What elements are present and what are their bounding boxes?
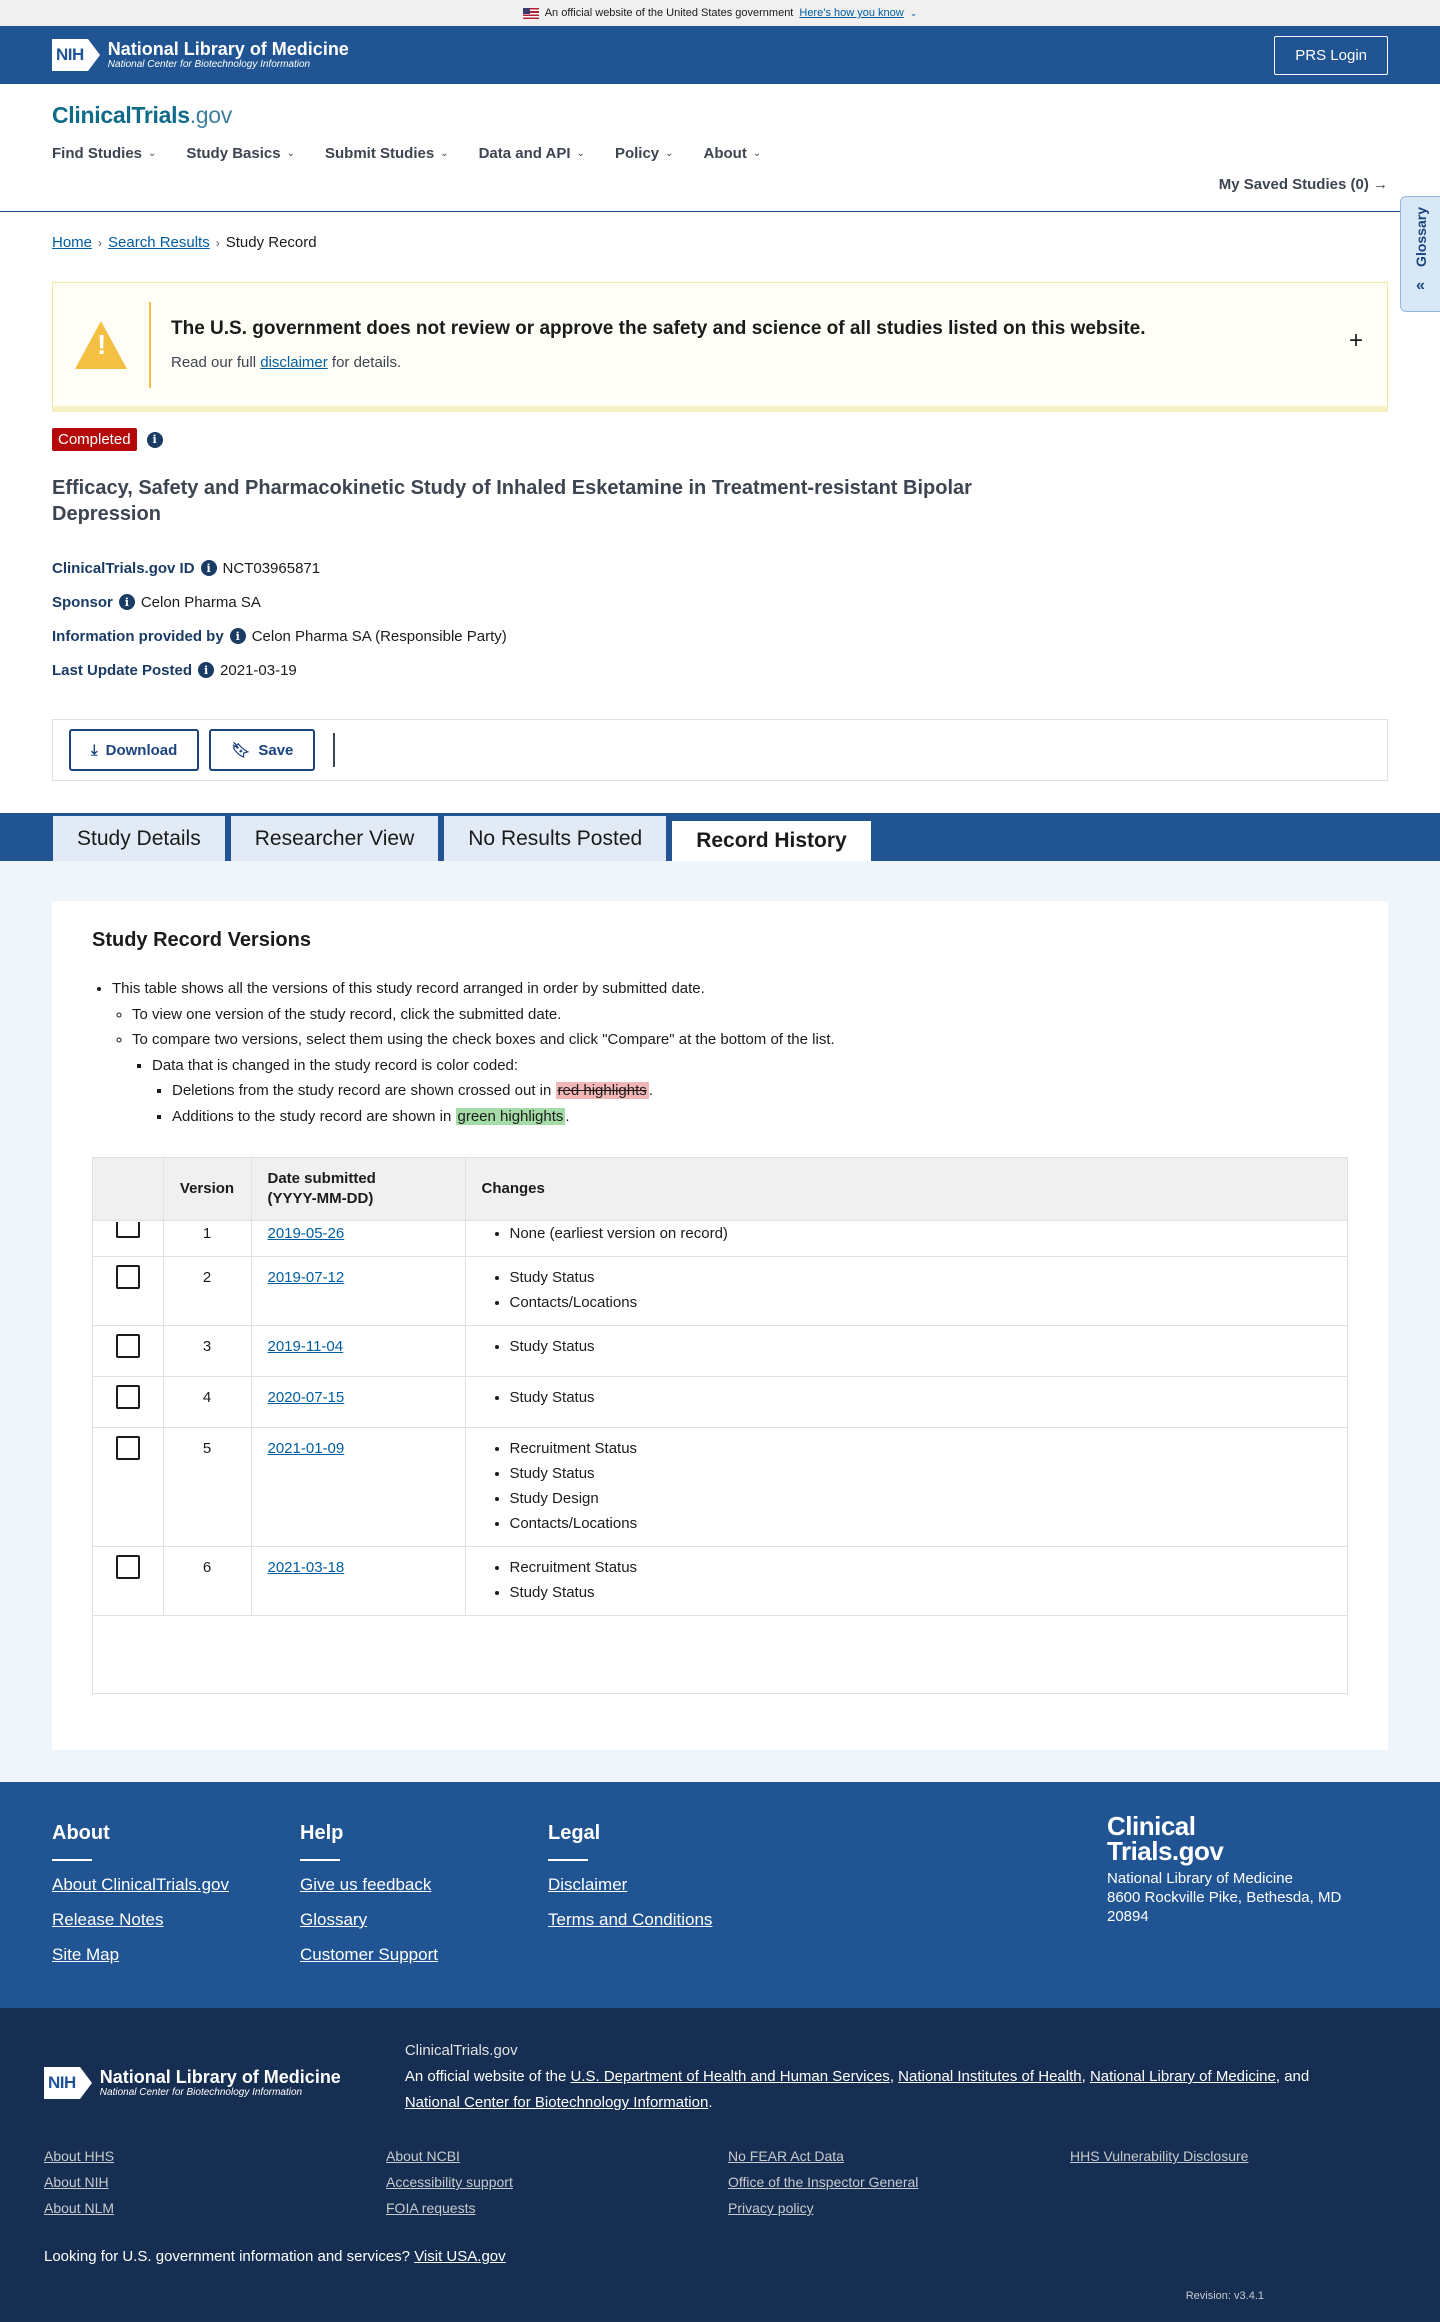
footer-nlm-logo[interactable] xyxy=(44,2050,341,2116)
link-foia[interactable]: FOIA requests xyxy=(386,2200,476,2216)
meta-label: Last Update Posted xyxy=(52,661,193,679)
info-icon[interactable]: i xyxy=(201,560,217,576)
compare-area xyxy=(93,1615,1347,1693)
link-about-nlm[interactable]: About NLM xyxy=(44,2200,115,2216)
site-header xyxy=(0,84,1440,212)
nlm-title: National Library of Medicine xyxy=(107,38,349,59)
note-text: To view one version of the study record, click the submitted date. xyxy=(132,1005,562,1023)
date-cell xyxy=(251,1325,465,1376)
download-icon: ⤓ xyxy=(91,741,98,759)
chevron-down-icon: ⌄ xyxy=(665,148,674,159)
col-checkbox-header xyxy=(93,1158,163,1220)
nih-badge-icon xyxy=(44,2067,92,2099)
nih-logo[interactable] xyxy=(52,39,349,71)
version-checkbox[interactable] xyxy=(116,1436,140,1460)
footer-help-title: Help xyxy=(300,1822,344,1844)
change-item: • Study Status xyxy=(510,1385,1332,1410)
link-no-fear-act[interactable]: No FEAR Act Data xyxy=(728,2148,844,2164)
footer-link-terms[interactable]: Terms and Conditions xyxy=(548,1910,713,1929)
changes-cell xyxy=(465,1376,1347,1427)
link-nlm[interactable]: National Library of Medicine xyxy=(1089,2068,1276,2085)
version-cell: 2 xyxy=(163,1256,251,1325)
footer-link-disclaimer[interactable]: Disclaimer xyxy=(548,1875,628,1894)
history-notes: • This table shows all the versions of this study record arranged in order by submitted date. ◦ To view one version of the study record, click the submitted date. ◦ To compare two versions, select them using the check boxes and click "Compare" at the bottom of the list. ▪ Data that is changed in the study record is color coded: ▪ Deletions from the study record are shown crossed out in red highlights . ▪ Additions to the study record are shown in green highlights . xyxy=(92,976,1348,1129)
footer-link-site-map[interactable]: Site Map xyxy=(52,1945,120,1964)
change-item: • Study Status xyxy=(510,1580,1332,1605)
version-date-link[interactable]: 2020-07-15 xyxy=(267,1388,345,1406)
version-date-link[interactable]: 2021-01-09 xyxy=(267,1439,345,1457)
info-icon[interactable]: i xyxy=(147,432,163,448)
note-text: Additions to the study record are shown in xyxy=(172,1107,452,1125)
version-cell: 1 xyxy=(163,1220,251,1256)
footer-ct-logo[interactable] xyxy=(1107,1811,1347,1866)
change-item: • None (earliest version on record) xyxy=(510,1221,1332,1246)
link-accessibility[interactable]: Accessibility support xyxy=(386,2174,513,2190)
disclaimer-title: The U.S. government does not review or approve the safety and science of all studies listed on this website. xyxy=(171,318,1146,339)
main-nav xyxy=(52,145,1388,162)
col-date-format: (YYYY-MM-DD) xyxy=(267,1189,374,1207)
footer-link-feedback[interactable]: Give us feedback xyxy=(300,1875,432,1894)
revision-text: Revision: v3.4.1 xyxy=(1185,2290,1264,2302)
visit-usa-link[interactable]: Visit USA.gov xyxy=(414,2248,506,2265)
meta-label: Information provided by xyxy=(52,627,224,645)
nlm-title: National Library of Medicine xyxy=(99,2066,341,2087)
history-title: Study Record Versions xyxy=(92,929,311,951)
meta-updated-row xyxy=(52,653,1388,687)
table-row xyxy=(93,1376,1347,1427)
download-button[interactable] xyxy=(69,729,199,771)
col-date-label: Date submitted xyxy=(267,1170,376,1188)
version-checkbox[interactable] xyxy=(116,1555,140,1579)
disclaimer-post: for details. xyxy=(331,354,402,371)
clinicaltrials-logo[interactable] xyxy=(52,84,1388,129)
gov-banner-text: An official website of the United States government xyxy=(544,7,794,19)
link-hhs[interactable]: U.S. Department of Health and Human Services xyxy=(570,2068,890,2085)
record-history-section xyxy=(0,861,1440,1782)
logo-gov-text: .gov xyxy=(189,102,232,128)
checkbox-cell xyxy=(93,1427,163,1546)
tab-record-history[interactable]: Record History xyxy=(671,817,872,861)
version-cell: 5 xyxy=(163,1427,251,1546)
nih-badge-text: NIH xyxy=(44,2067,80,2099)
changes-cell xyxy=(465,1427,1347,1546)
double-chevron-left-icon: « xyxy=(1416,276,1425,294)
change-item: • Contacts/Locations xyxy=(510,1511,1332,1536)
footer-addr-line1: National Library of Medicine xyxy=(1107,1870,1293,1888)
footer-site-name: ClinicalTrials.gov xyxy=(404,2042,518,2059)
nav-policy[interactable] xyxy=(615,145,674,162)
link-privacy[interactable]: Privacy policy xyxy=(728,2200,814,2216)
change-item: • Recruitment Status xyxy=(510,1436,1332,1461)
chevron-down-icon: ⌄ xyxy=(752,148,762,159)
link-about-ncbi[interactable]: About NCBI xyxy=(386,2148,460,2164)
disclaimer-link[interactable]: disclaimer xyxy=(260,354,328,371)
note-text: Data that is changed in the study record is color coded: xyxy=(152,1056,519,1074)
provided-by-value: Celon Pharma SA (Responsible Party) xyxy=(251,627,507,645)
nav-submit-studies[interactable] xyxy=(325,145,449,162)
version-checkbox[interactable] xyxy=(116,1222,140,1238)
meta-provided-row xyxy=(52,619,1388,653)
change-item: • Study Status xyxy=(510,1265,1332,1290)
date-cell xyxy=(251,1220,465,1256)
divider xyxy=(333,733,335,767)
change-item: • Study Status xyxy=(510,1334,1332,1359)
ncbi-subtitle: National Center for Biotechnology Information xyxy=(99,2087,303,2099)
col-version-header: Version xyxy=(163,1158,251,1220)
chevron-down-icon: ⌄ xyxy=(440,148,449,159)
arrow-right-icon: → xyxy=(1373,176,1388,193)
gov-banner xyxy=(0,0,1440,26)
footer-logo-line1: Clinical xyxy=(1107,1811,1196,1841)
link-hhs-vulnerability[interactable]: HHS Vulnerability Disclosure xyxy=(1070,2148,1249,2164)
date-cell xyxy=(251,1427,465,1546)
change-item: • Study Status xyxy=(510,1461,1332,1486)
actions-bar xyxy=(52,719,1388,781)
checkbox-cell xyxy=(93,1256,163,1325)
footer-help xyxy=(300,1822,548,2008)
checkbox-cell xyxy=(93,1546,163,1615)
nih-badge-text: NIH xyxy=(52,39,88,71)
saved-studies-label: My Saved Studies (0) xyxy=(1218,176,1369,193)
nav-label: Find Studies xyxy=(52,145,142,162)
footer-legal-title: Legal xyxy=(548,1822,601,1844)
version-checkbox[interactable] xyxy=(116,1334,140,1358)
footer-about xyxy=(52,1822,300,2008)
nav-label: Submit Studies xyxy=(325,145,435,162)
change-item: • Contacts/Locations xyxy=(510,1290,1332,1315)
note-text: To compare two versions, select them using the check boxes and click "Compare" at the bottom of the list. xyxy=(132,1031,835,1048)
date-cell xyxy=(251,1546,465,1615)
nav-find-studies[interactable] xyxy=(52,145,156,162)
version-date-link[interactable]: 2021-03-18 xyxy=(267,1558,345,1576)
chevron-down-icon: ⌄ xyxy=(909,7,918,18)
meta-sponsor-row xyxy=(52,585,1388,619)
table-row xyxy=(93,1427,1347,1546)
changes-cell xyxy=(465,1256,1347,1325)
nav-label: Data and API xyxy=(478,145,571,162)
tab-no-results-posted[interactable]: No Results Posted xyxy=(443,815,667,861)
breadcrumb-search-results[interactable]: Search Results xyxy=(108,234,210,251)
versions-table xyxy=(92,1157,1348,1694)
link-about-hhs[interactable]: About HHS xyxy=(44,2148,115,2164)
disclaimer-alert xyxy=(52,282,1388,412)
nav-label: Study Basics xyxy=(186,145,281,162)
footer-logo-line2: Trials.gov xyxy=(1107,1835,1224,1866)
warning-icon: ! xyxy=(75,321,127,369)
footer-addr-line2: 8600 Rockville Pike, Bethesda, MD 20894 xyxy=(1107,1889,1342,1926)
breadcrumb-home[interactable]: Home xyxy=(52,234,93,251)
info-icon[interactable]: i xyxy=(119,594,135,610)
version-cell: 3 xyxy=(163,1325,251,1376)
tab-researcher-view[interactable]: Researcher View xyxy=(230,815,440,861)
link-inspector-general[interactable]: Office of the Inspector General xyxy=(728,2174,919,2190)
green-highlight-sample: green highlights xyxy=(457,1107,564,1125)
nih-header xyxy=(0,26,1440,84)
date-cell xyxy=(251,1256,465,1325)
meta-label: Sponsor xyxy=(52,593,113,611)
nav-data-and-api[interactable] xyxy=(479,145,585,162)
note-text: Deletions from the study record are shown crossed out in xyxy=(172,1082,552,1099)
footer-link-release-notes[interactable]: Release Notes xyxy=(52,1910,164,1929)
footer-usa xyxy=(44,2248,1396,2265)
table-row xyxy=(93,1546,1347,1615)
nav-study-basics[interactable] xyxy=(186,145,295,162)
and-text: and xyxy=(1284,2068,1310,2085)
my-saved-studies-link[interactable] xyxy=(1219,176,1388,193)
date-cell xyxy=(251,1376,465,1427)
version-cell: 6 xyxy=(163,1546,251,1615)
usa-text: Looking for U.S. government information and services? xyxy=(44,2248,411,2265)
footer-link-customer-support[interactable]: Customer Support xyxy=(300,1945,438,1964)
checkbox-cell xyxy=(93,1220,163,1256)
nih-badge-icon xyxy=(52,39,100,71)
footer-legal xyxy=(548,1822,796,2008)
logo-main-text: ClinicalTrials xyxy=(52,102,190,128)
table-row xyxy=(93,1256,1347,1325)
official-text: An official website of the xyxy=(404,2068,567,2085)
version-date-link[interactable]: 2019-05-26 xyxy=(267,1224,345,1242)
chevron-down-icon: ⌄ xyxy=(286,148,295,159)
nav-label: About xyxy=(703,145,747,162)
link-ncbi[interactable]: National Center for Biotechnology Information xyxy=(404,2094,709,2111)
info-icon[interactable]: i xyxy=(230,628,246,644)
glossary-label: Glossary xyxy=(1412,207,1429,267)
link-about-nih[interactable]: About NIH xyxy=(44,2174,109,2190)
changes-cell xyxy=(465,1546,1347,1615)
footer-top xyxy=(0,1782,1440,2008)
history-card xyxy=(52,901,1388,1750)
footer-bottom xyxy=(0,2008,1440,2322)
red-highlight-sample: red highlights xyxy=(557,1082,647,1099)
checkbox-cell xyxy=(93,1325,163,1376)
save-label: Save xyxy=(258,741,294,759)
status-row xyxy=(0,412,1440,451)
bookmark-icon: 🔖︎ xyxy=(231,742,251,759)
glossary-tab[interactable] xyxy=(1400,196,1440,312)
status-badge: Completed xyxy=(52,428,137,451)
footer-about-title: About xyxy=(52,1822,110,1844)
footer-link-glossary[interactable]: Glossary xyxy=(300,1910,368,1929)
download-label: Download xyxy=(105,741,178,759)
chevron-down-icon: ⌄ xyxy=(576,148,585,159)
us-flag-icon xyxy=(523,8,539,19)
tab-study-details[interactable]: Study Details xyxy=(52,815,226,861)
footer-link-about[interactable]: About ClinicalTrials.gov xyxy=(52,1875,229,1894)
version-date-link[interactable]: 2019-07-12 xyxy=(267,1268,345,1286)
col-changes-header: Changes xyxy=(465,1158,1347,1220)
change-item: • Study Design xyxy=(510,1486,1332,1511)
table-row xyxy=(93,1325,1347,1376)
meta-id-row xyxy=(52,551,1388,585)
version-date-link[interactable]: 2019-11-04 xyxy=(267,1337,344,1355)
chevron-right-icon: › xyxy=(215,236,220,250)
nct-id-value: NCT03965871 xyxy=(222,559,321,577)
change-item: • Recruitment Status xyxy=(510,1555,1332,1580)
disclaimer-subtext xyxy=(171,354,1146,371)
version-checkbox[interactable] xyxy=(116,1385,140,1409)
expand-plus-icon[interactable]: + xyxy=(1348,327,1363,354)
footer-official-info: ClinicalTrials.gov An official website of the U.S. Department of Health and Human Services, National Institutes of Health, National Library of Medicine, and National Center for Biotechnology Information. xyxy=(405,2038,1335,2116)
version-checkbox[interactable] xyxy=(116,1265,140,1289)
link-nih[interactable]: National Institutes of Health xyxy=(898,2068,1082,2085)
version-cell: 4 xyxy=(163,1376,251,1427)
table-row xyxy=(93,1220,1347,1256)
save-button[interactable] xyxy=(209,729,315,771)
ncbi-subtitle: National Center for Biotechnology Information xyxy=(107,59,311,71)
breadcrumb-current: Study Record xyxy=(225,234,317,251)
nav-label: Policy xyxy=(614,145,660,162)
note-text: This table shows all the versions of this study record arranged in order by submitted date. xyxy=(112,980,705,997)
col-date-header xyxy=(251,1158,465,1220)
chevron-right-icon: › xyxy=(98,236,103,250)
sponsor-value: Celon Pharma SA xyxy=(140,593,261,611)
changes-cell xyxy=(465,1325,1347,1376)
nav-about[interactable] xyxy=(704,145,762,162)
last-update-value: 2021-03-19 xyxy=(220,661,297,679)
chevron-down-icon: ⌄ xyxy=(148,148,157,159)
heres-how-you-know-link[interactable]: Here’s how you know xyxy=(799,7,904,19)
study-title: Efficacy, Safety and Pharmacokinetic Study of Inhaled Esketamine in Treatment-resistant Bipolar Depression xyxy=(52,477,972,525)
info-icon[interactable]: i xyxy=(198,662,214,678)
prs-login-button[interactable]: PRS Login xyxy=(1274,36,1388,75)
meta-label: ClinicalTrials.gov ID xyxy=(52,559,195,577)
study-meta xyxy=(0,527,1440,687)
footer-address xyxy=(1107,1811,1347,1926)
breadcrumb xyxy=(0,212,1440,270)
checkbox-cell xyxy=(93,1376,163,1427)
footer-bottom-links xyxy=(44,2148,1396,2216)
disclaimer-pre: Read our full xyxy=(171,354,257,371)
study-tabs xyxy=(0,813,1440,861)
changes-cell xyxy=(465,1220,1347,1256)
